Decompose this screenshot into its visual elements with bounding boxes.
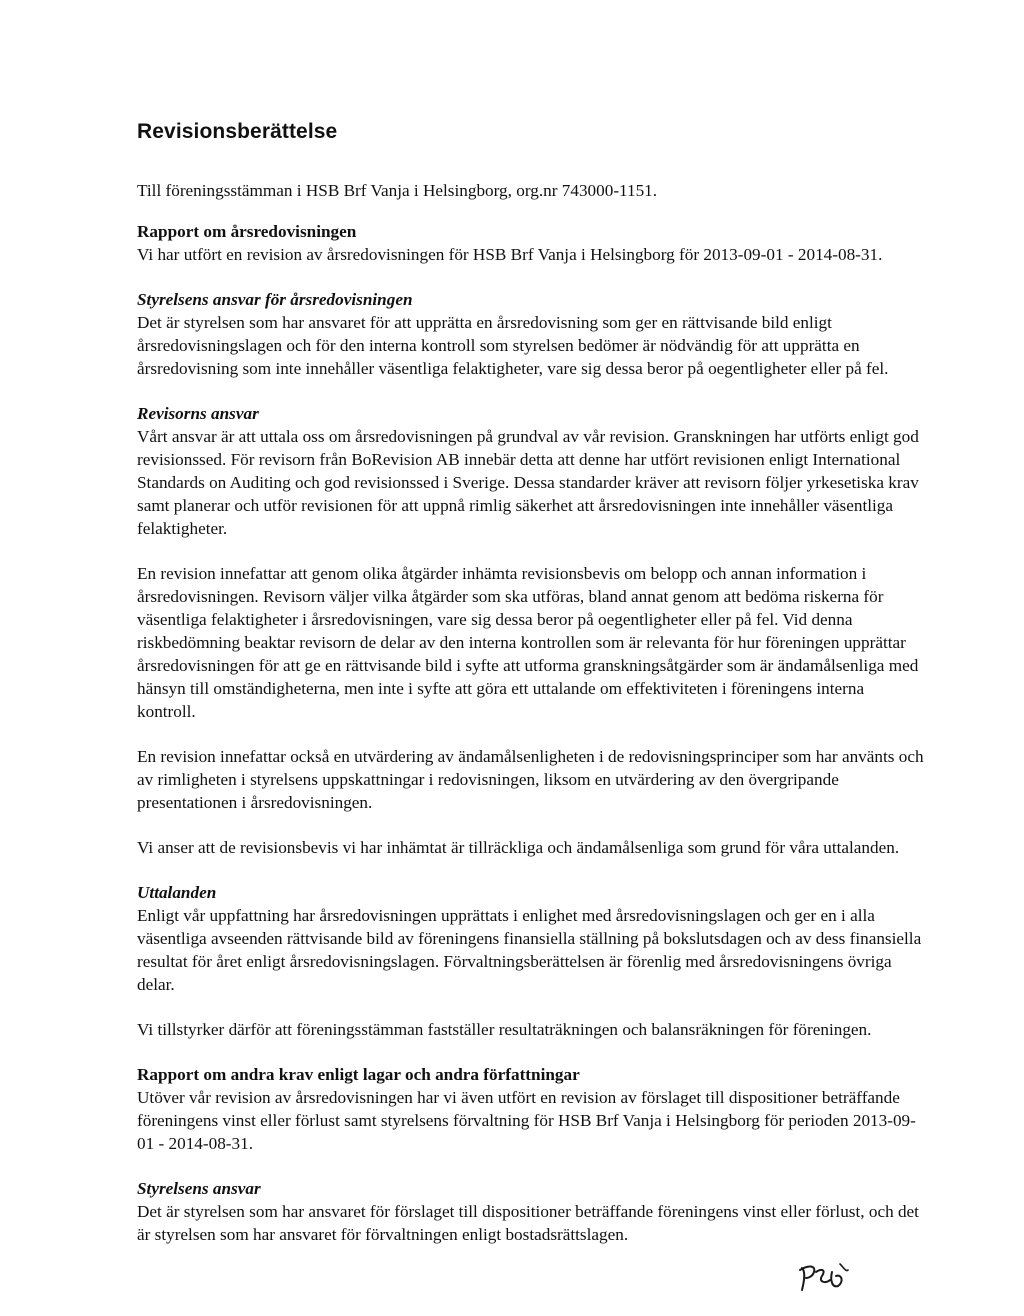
board-responsibility-text: Det är styrelsen som har ansvaret för att upprätta en årsredovisning som ger en rättvisande bild enligt årsredovisningslagen och för den interna kontroll som styrelsen bedömer är nödvändig för att upprätta en årsredovisning som inte innehåller väsentliga felaktigheter, vare sig dessa beror på oegentligheter eller på fel. [137,313,889,378]
audit-evidence-text: Vi anser att de revisionsbevis vi har inhämtat är tillräckliga och ändamålsenliga som grund för våra uttalanden. [137,838,900,857]
report-intro: Vi har utfört en revision av årsredovisningen för HSB Brf Vanja i Helsingborg för 2013-09-01 - 2014-08-31. [137,245,883,264]
auditor-responsibility-heading: Revisorns ansvar [137,404,259,423]
audit-evaluation-text: En revision innefattar också en utvärdering av ändamålsenligheten i de redovisningsprinciper som har använts och av rimligheten i styrelsens uppskattningar i redovisningen, liksom en utvärdering av den övergripande presentationen i årsredovisningen. [137,747,924,812]
addressee-line: Till föreningsstämman i HSB Brf Vanja i Helsingborg, org.nr 743000-1151. [137,181,658,200]
report-heading: Rapport om årsredovisningen [137,222,357,241]
audit-scope-text: En revision innefattar att genom olika åtgärder inhämta revisionsbevis om belopp och annan information i årsredovisningen. Revisorn väljer vilka åtgärder som ska utföras, bland annat genom att bedöma riskerna för väsentliga felaktigheter i årsredovisningen, vare sig dessa beror på oegentligheter eller på fel. Vid denna riskbedömning beaktar revisorn de delar av den interna kontrollen som är relevanta för hur föreningen upprättar årsredovisningen för att ge en rättvisande bild i syfte att utforma granskningsåtgärder som är ändamålsenliga med hänsyn till omständigheterna, men inte i syfte att göra ett uttalande om effektiviteten i föreningens interna kontroll. [137,564,919,721]
auditor-responsibility-text: Vårt ansvar är att uttala oss om årsredovisningen på grundval av vår revision. Granskningen har utförts enligt god revisionssed. För revisorn från BoRevision AB innebär detta att denne har utfört revisionen enligt International Standards on Auditing och god revisionssed i Sverige. Dessa standarder kräver att revisorn följer yrkesetiska krav samt planerar och utför revisionen för att uppnå rimlig säkerhet att årsredovisningen inte innehåller väsentliga felaktigheter. [137,427,919,538]
opinions-text: Enligt vår uppfattning har årsredovisningen upprättats i enlighet med årsredovisningslagen och ger en i alla väsentliga avseenden rättvisande bild av föreningens finansiella ställning på bokslutsdagen och av dess finansiella resultat för året enligt årsredovisningslagen. Förvaltningsberättelsen är förenlig med årsredovisningens övriga delar. [137,906,922,994]
document-body [137,118,927,1246]
recommendation-text: Vi tillstyrker därför att föreningsstämman fastställer resultaträkningen och balansräkningen för föreningen. [137,1020,872,1039]
other-requirements-heading: Rapport om andra krav enligt lagar och andra författningar [137,1065,580,1084]
page-title: Revisionsberättelse [137,120,338,143]
other-requirements-text: Utöver vår revision av årsredovisningen har vi även utfört en revision av förslaget till dispositioner beträffande föreningens vinst eller förlust samt styrelsens förvaltning för HSB Brf Vanja i Helsingborg för perioden 2013-09-01 - 2014-08-31. [137,1088,916,1153]
board-responsibility-heading: Styrelsens ansvar för årsredovisningen [137,290,413,309]
opinions-heading: Uttalanden [137,883,217,902]
board-responsibility2-heading: Styrelsens ansvar [137,1179,261,1198]
handwritten-initials-icon [796,1262,856,1296]
board-responsibility2-text: Det är styrelsen som har ansvaret för förslaget till dispositioner beträffande föreningens vinst eller förlust, och det är styrelsen som har ansvaret för förvaltningen enligt bostadsrättslagen. [137,1202,919,1244]
